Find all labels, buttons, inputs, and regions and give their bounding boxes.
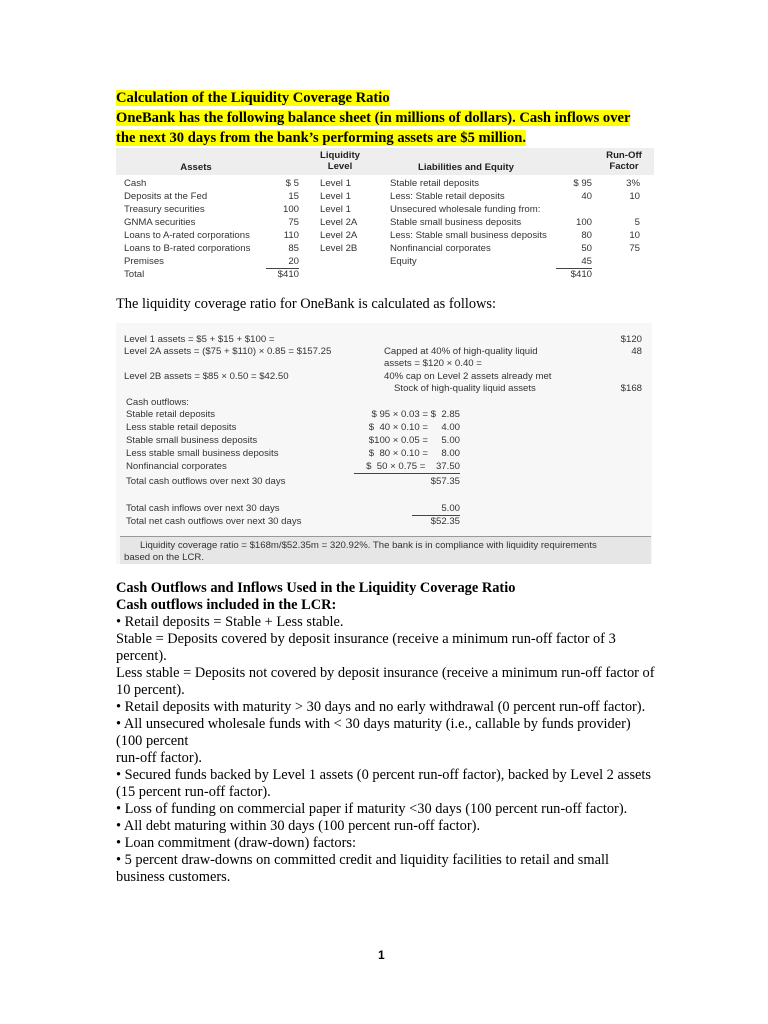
lcr-intro-sentence: The liquidity coverage ratio for OneBank is calculated as follows: — [116, 296, 497, 312]
body-line: • Loan commitment (draw-down) factors: — [116, 835, 357, 851]
asset-name: GNMA securities — [124, 217, 196, 228]
lcr-footer-line-2: based on the LCR. — [124, 552, 205, 563]
body-line: run-off factor). — [116, 750, 203, 766]
highlighted-heading — [116, 88, 656, 148]
outflow-name: Less stable retail deposits — [126, 422, 237, 433]
asset-name: Premises — [124, 256, 164, 267]
net-outflows-label: Total net cash outflows over next 30 days — [126, 516, 302, 527]
liability-name: Unsecured wholesale funding from: — [390, 204, 541, 215]
total-inflows-label: Total cash inflows over next 30 days — [126, 503, 280, 514]
runoff-factor: 5 — [634, 217, 640, 228]
lcr-footer-line-1: Liquidity coverage ratio = $168m/$52.35m = 320.92%. The bank is in compliance with liquidity requirements — [140, 540, 597, 551]
lcr-footer-bar — [120, 536, 651, 564]
asset-level: Level 1 — [320, 191, 351, 202]
asset-value: 20 — [266, 255, 299, 269]
balance-sheet-table — [116, 148, 654, 281]
body-lines — [116, 614, 656, 886]
asset-value: 110 — [283, 230, 299, 241]
intro-line-2: the next 30 days from the bank’s performing assets are $5 million. — [116, 130, 526, 146]
body-line: • 5 percent draw-downs on committed credit and liquidity facilities to retail and small business customers. — [116, 852, 609, 885]
stock-hqla-label: Stock of high-quality liquid assets — [394, 383, 536, 394]
outflow-calc: $100 × 0.05 = 5.00 — [368, 435, 460, 446]
intro-line-1: OneBank has the following balance sheet (in millions of dollars). Cash inflows over — [116, 110, 631, 126]
header-liabilities: Liabilities and Equity — [418, 162, 514, 173]
stock-hqla-value: $168 — [620, 383, 642, 394]
header-liquidity-level: Liquidity Level — [320, 150, 360, 172]
runoff-factor: 10 — [629, 230, 640, 241]
liability-value: 40 — [581, 191, 592, 202]
body-line: • Loss of funding on commercial paper if maturity <30 days (100 percent run-off factor). — [116, 801, 628, 817]
asset-name: Loans to A-rated corporations — [124, 230, 250, 241]
total-inflows-value: 5.00 — [412, 503, 460, 516]
asset-level: Level 1 — [320, 178, 351, 189]
asset-level: Level 1 — [320, 204, 351, 215]
liability-name: Stable small business deposits — [390, 217, 522, 228]
page-number: 1 — [378, 948, 385, 962]
level2a-note-1: Capped at 40% of high-quality liquid — [384, 346, 538, 357]
asset-value: 85 — [288, 243, 299, 254]
liability-name: Equity — [390, 256, 417, 267]
net-outflows-value: $52.35 — [430, 516, 460, 527]
outflow-name: Stable retail deposits — [126, 409, 216, 420]
liability-name: Stable retail deposits — [390, 178, 480, 189]
header-runoff-factor: Run-Off Factor — [606, 150, 642, 172]
asset-name: Deposits at the Fed — [124, 191, 208, 202]
asset-name: Loans to B-rated corporations — [124, 243, 251, 254]
runoff-factor: 10 — [629, 191, 640, 202]
liability-value: $ 95 — [573, 178, 592, 189]
level2b-note: 40% cap on Level 2 assets already met — [384, 371, 552, 382]
asset-value: 100 — [282, 204, 299, 215]
liability-name: Less: Stable small business deposits — [390, 230, 547, 241]
asset-value: $ 5 — [285, 178, 299, 189]
header-assets: Assets — [180, 162, 212, 173]
section-heading-2: Cash outflows included in the LCR: — [116, 597, 337, 613]
liability-name: Nonfinancial corporates — [390, 243, 491, 254]
lcr-calculation-box — [116, 323, 652, 564]
asset-value: $410 — [277, 269, 299, 280]
outflow-name: Stable small business deposits — [126, 435, 258, 446]
level2a-note-2: assets = $120 × 0.40 = — [384, 358, 482, 369]
asset-value: 15 — [288, 191, 299, 202]
asset-name: Cash — [124, 178, 147, 189]
cash-outflows-label: Cash outflows: — [126, 397, 189, 408]
asset-level: Level 2B — [320, 243, 358, 254]
outflow-name: Less stable small business deposits — [126, 448, 279, 459]
asset-level: Level 2A — [320, 230, 358, 241]
body-line: • All debt maturing within 30 days (100 percent run-off factor). — [116, 818, 481, 834]
liability-value: 50 — [581, 243, 592, 254]
level2b-assets: Level 2B assets = $85 × 0.50 = $42.50 — [124, 371, 289, 382]
asset-level: Level 2A — [320, 217, 358, 228]
runoff-factor: 75 — [629, 243, 640, 254]
liability-value: 80 — [581, 230, 592, 241]
outflow-calc: $ 80 × 0.10 = 8.00 — [368, 448, 460, 459]
outflow-calc: $ 50 × 0.75 = 37.50 — [354, 461, 460, 474]
asset-value: 75 — [288, 217, 299, 228]
liability-name: Less: Stable retail deposits — [390, 191, 505, 202]
liability-value: 100 — [575, 217, 592, 228]
level2a-value: 48 — [631, 346, 642, 357]
asset-name: Total — [124, 269, 145, 280]
body-text — [116, 580, 656, 886]
runoff-factor: 3% — [626, 178, 640, 189]
liability-value: $410 — [570, 269, 592, 280]
liability-value: 45 — [556, 255, 592, 269]
level1-value: $120 — [620, 334, 642, 345]
body-line: • Retail deposits = Stable + Less stable. — [116, 614, 344, 630]
level1-assets: Level 1 assets = $5 + $15 + $100 = — [124, 334, 275, 345]
body-line: Stable = Deposits covered by deposit insurance (receive a minimum run-off factor of 3 percent). — [116, 631, 616, 664]
total-outflows-value: $57.35 — [430, 476, 460, 487]
asset-name: Treasury securities — [124, 204, 205, 215]
body-line: Less stable = Deposits not covered by deposit insurance (receive a minimum run-off factor of 10 percent). — [116, 665, 655, 698]
body-line: • All unsecured wholesale funds with < 30 days maturity (i.e., callable by funds provider) (100 percent — [116, 716, 631, 749]
level2a-assets: Level 2A assets = ($75 + $110) × 0.85 = $157.25 — [124, 346, 332, 357]
outflow-calc: $ 40 × 0.10 = 4.00 — [368, 422, 460, 433]
doc-title: Calculation of the Liquidity Coverage Ratio — [116, 90, 390, 106]
section-heading-1: Cash Outflows and Inflows Used in the Liquidity Coverage Ratio — [116, 580, 516, 596]
total-outflows-label: Total cash outflows over next 30 days — [126, 476, 286, 487]
body-line: • Retail deposits with maturity > 30 days and no early withdrawal (0 percent run-off factor). — [116, 699, 646, 715]
outflow-name: Nonfinancial corporates — [126, 461, 227, 472]
body-line: • Secured funds backed by Level 1 assets (0 percent run-off factor), backed by Level 2 assets (15 percent run-off factor). — [116, 767, 652, 800]
outflow-calc: $ 95 × 0.03 = $ 2.85 — [371, 409, 460, 420]
